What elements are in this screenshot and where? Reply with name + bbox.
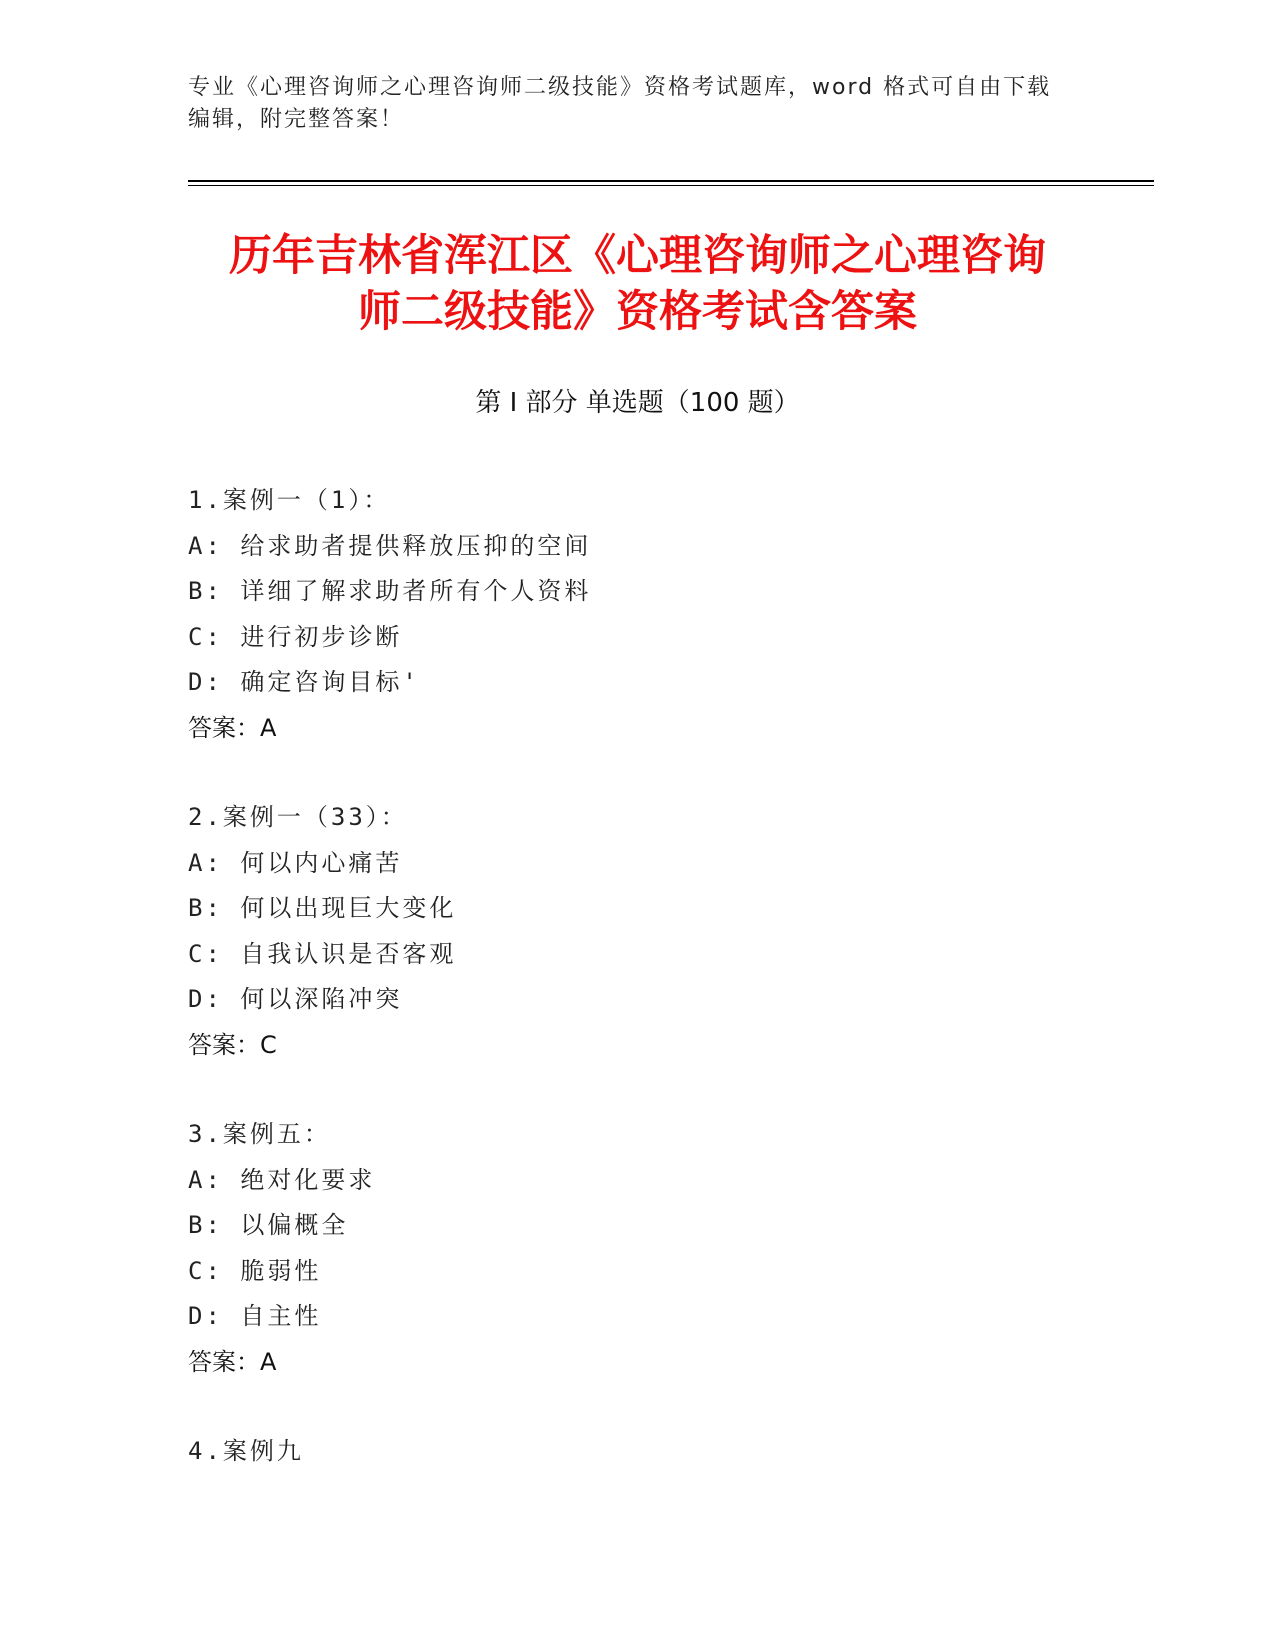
question-list (188, 478, 1088, 1519)
header-divider-thin (188, 185, 1154, 186)
question-2 (188, 795, 1088, 1068)
header-note-line-1: 专业《心理咨询师之心理咨询师二级技能》资格考试题库，word 格式可自由下载 (188, 75, 1052, 100)
document-title-line-1: 历年吉林省浑江区《心理咨询师之心理咨询 (229, 231, 1046, 281)
question-3 (188, 1112, 1088, 1385)
answer: 答案：A (188, 1347, 277, 1376)
option-d: D: 何以深陷冲突 (188, 985, 403, 1013)
document-title (150, 228, 1125, 340)
option-a: A: 给求助者提供释放压抑的空间 (188, 531, 592, 560)
section-title: 第 I 部分 单选题（100 题） (475, 388, 800, 418)
option-c: C: 自我认识是否客观 (188, 939, 457, 968)
answer: 答案：C (188, 1030, 277, 1059)
header-note-line-2: 编辑，附完整答案！ (188, 107, 405, 132)
option-d: D: 确定咨询目标' (188, 668, 420, 696)
question-stem: 1.案例一（1）： (188, 486, 391, 514)
question-stem: 3.案例五： (188, 1120, 331, 1148)
question-stem: 4.案例九 (188, 1437, 304, 1465)
option-c: C: 脆弱性 (188, 1256, 322, 1285)
header-note (188, 72, 1088, 136)
option-c: C: 进行初步诊断 (188, 622, 403, 651)
option-a: A: 绝对化要求 (188, 1165, 376, 1194)
option-b: B: 以偏概全 (188, 1211, 349, 1239)
answer: 答案：A (188, 713, 277, 742)
question-1 (188, 478, 1088, 751)
option-b: B: 详细了解求助者所有个人资料 (188, 577, 592, 605)
question-stem: 2.案例一（33）： (188, 803, 408, 831)
option-d: D: 自主性 (188, 1302, 322, 1330)
header-divider-thick (188, 180, 1154, 182)
question-4 (188, 1429, 1088, 1475)
option-b: B: 何以出现巨大变化 (188, 894, 457, 922)
option-a: A: 何以内心痛苦 (188, 848, 403, 877)
document-title-line-2: 师二级技能》资格考试含答案 (358, 287, 917, 337)
